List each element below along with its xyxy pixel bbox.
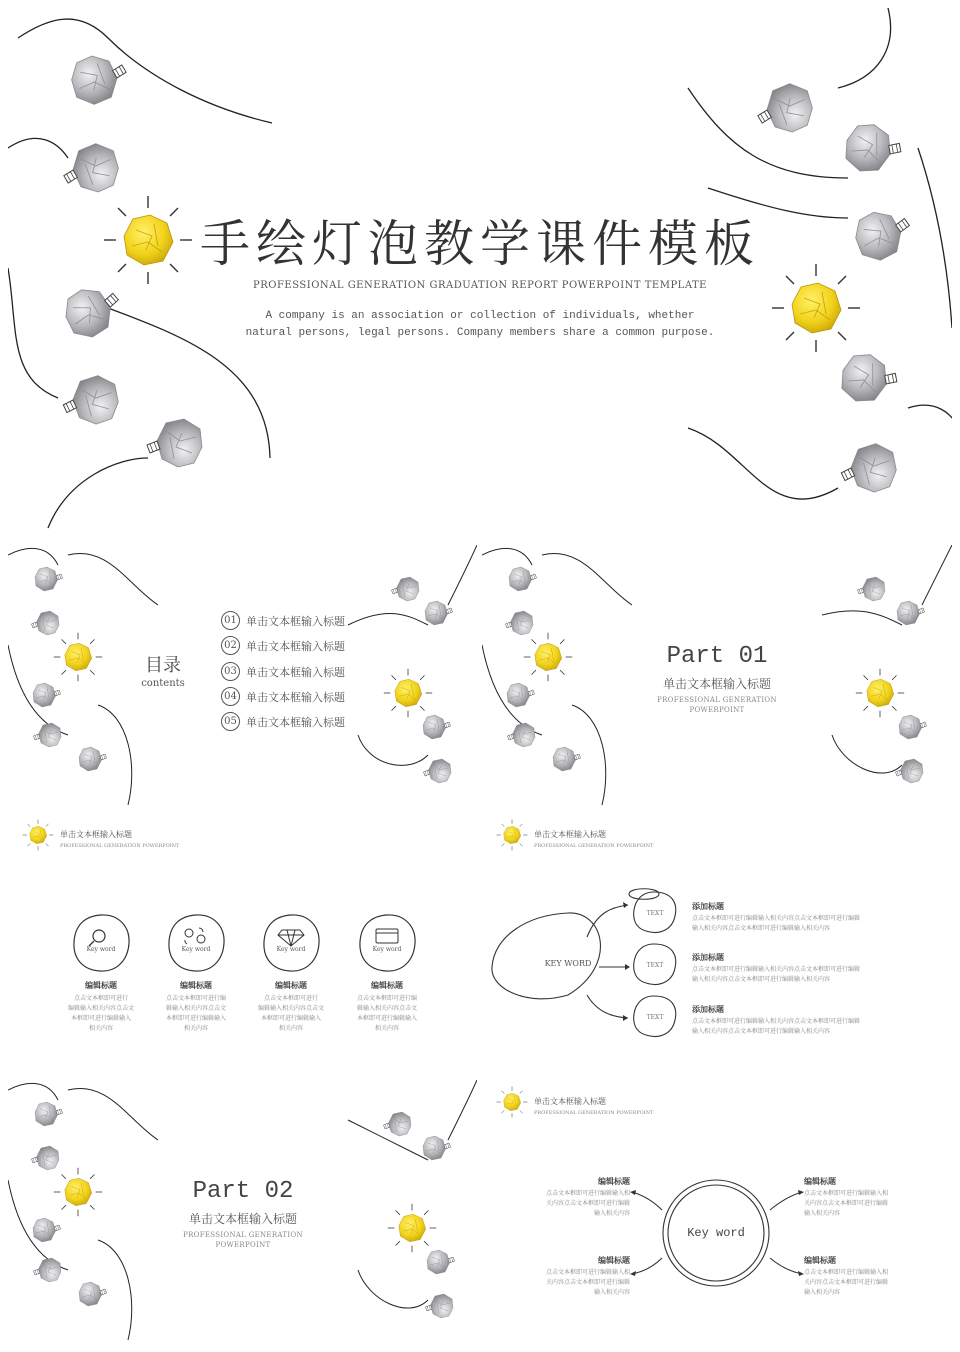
feature-head: 编辑标题 bbox=[180, 980, 212, 990]
toc-item[interactable] bbox=[221, 636, 345, 655]
feature-body-line: 辑输入相关内容点击文 bbox=[165, 1005, 226, 1012]
block-l2: 关内容点击文本框即可进行编辑 bbox=[545, 1279, 630, 1286]
keyword-slide bbox=[482, 1080, 952, 1344]
keyword-center: Key word bbox=[687, 1226, 745, 1240]
branch-line2: 输入相关内容点击文本框即可进行编辑输入相关内容 bbox=[692, 925, 831, 932]
feature-body-line: 点击文本框即可进行编 bbox=[165, 995, 226, 1002]
part1-title: 单击文本框输入标题 bbox=[662, 677, 771, 691]
feature-body-line: 编辑输入相关内容点击文 bbox=[67, 1005, 134, 1012]
branch-line1: 点击文本框即可进行编辑输入相关内容点击文本框即可进行编辑 bbox=[692, 1018, 861, 1025]
mindmap-branch-text bbox=[692, 901, 860, 934]
toc-number: 04 bbox=[221, 687, 240, 706]
block-l3: 输入相关内容 bbox=[593, 1210, 630, 1217]
branch-line1: 点击文本框即可进行编辑输入相关内容点击文本框即可进行编辑 bbox=[692, 915, 861, 922]
block-l1: 点击文本框即可进行编辑输入相 bbox=[545, 1190, 630, 1197]
header-sub: PROFESSIONAL GENERATION POWERPOINT bbox=[534, 843, 654, 849]
toc-label: 单击文本框输入标题 bbox=[246, 715, 345, 729]
icons-slide bbox=[8, 817, 477, 1060]
block-l2: 关内容点击文本框即可进行编辑 bbox=[804, 1279, 889, 1286]
feature-body-line: 相关内容 bbox=[278, 1025, 303, 1032]
branch-line2: 输入相关内容点击文本框即可进行编辑输入相关内容 bbox=[692, 1028, 831, 1035]
feature-body-line: 本框即可进行编辑输入 bbox=[70, 1015, 131, 1022]
mindmap-slide bbox=[482, 817, 952, 1060]
feature-caption bbox=[61, 980, 141, 1034]
header-title: 单击文本框输入标题 bbox=[534, 1097, 606, 1106]
cover-desc-line2: natural persons, legal persons. Company members share a common purpose. bbox=[245, 327, 715, 339]
block-l2: 关内容点击文本框即可进行编辑 bbox=[804, 1200, 889, 1207]
feature-head: 编辑标题 bbox=[275, 980, 307, 990]
feature-body-line: 点击文本框即可进行 bbox=[73, 995, 128, 1002]
part2-en-line2: POWERPOINT bbox=[215, 1241, 271, 1249]
feature-body-line: 本框即可进行编辑输入 bbox=[260, 1015, 321, 1022]
search-icon bbox=[70, 912, 132, 974]
part2-title: 单击文本框输入标题 bbox=[188, 1212, 297, 1226]
toc-item[interactable] bbox=[221, 687, 345, 706]
feature-head: 编辑标题 bbox=[371, 980, 403, 990]
diamond-icon bbox=[260, 912, 322, 974]
feature-body-line: 点击文本框即可进行编 bbox=[356, 995, 417, 1002]
feature-body-line: 相关内容 bbox=[183, 1025, 208, 1032]
toc-slide bbox=[8, 545, 477, 809]
keyword-block bbox=[510, 1176, 630, 1219]
mindmap-branch-text bbox=[692, 1004, 860, 1037]
cover-desc-line1: A company is an association or collection of individuals, whether bbox=[265, 310, 695, 322]
feature-item[interactable] bbox=[70, 912, 132, 978]
part1-en-line1: PROFESSIONAL GENERATION bbox=[657, 696, 777, 704]
feature-body-line: 相关内容 bbox=[88, 1025, 113, 1032]
cover-title: 手绘灯泡教学课件模板 bbox=[200, 215, 760, 273]
part2-en-line1: PROFESSIONAL GENERATION bbox=[183, 1231, 303, 1239]
feature-caption bbox=[251, 980, 331, 1034]
block-l2: 关内容点击文本框即可进行编辑 bbox=[545, 1200, 630, 1207]
branch-head: 添加标题 bbox=[692, 952, 724, 962]
mindmap-node: TEXT bbox=[646, 962, 664, 969]
mindmap-center: KEY WORD bbox=[544, 959, 592, 968]
part1-slide bbox=[482, 545, 952, 809]
toc-label: 单击文本框输入标题 bbox=[246, 639, 345, 653]
header-sub: PROFESSIONAL GENERATION POWERPOINT bbox=[534, 1110, 654, 1116]
part2-heading: Part 02 bbox=[192, 1178, 294, 1205]
block-l1: 点击文本框即可进行编辑输入相 bbox=[804, 1269, 889, 1276]
feature-item[interactable] bbox=[260, 912, 322, 978]
keyword-block bbox=[804, 1176, 924, 1219]
toc-label: 单击文本框输入标题 bbox=[246, 665, 345, 679]
block-head: 编辑标题 bbox=[804, 1255, 836, 1265]
cover-subtitle: PROFESSIONAL GENERATION GRADUATION REPORT POWERPOINT TEMPLATE bbox=[253, 280, 707, 291]
toc-item[interactable] bbox=[221, 662, 345, 681]
toc-number: 02 bbox=[221, 636, 240, 655]
feature-item[interactable] bbox=[356, 912, 418, 978]
block-l3: 输入相关内容 bbox=[804, 1289, 841, 1296]
block-head: 编辑标题 bbox=[804, 1176, 836, 1186]
cover-slide bbox=[8, 8, 952, 533]
feature-item[interactable] bbox=[165, 912, 227, 978]
toc-number: 01 bbox=[221, 611, 240, 630]
feature-body-line: 编辑输入相关内容点击文 bbox=[257, 1005, 324, 1012]
feature-head: 编辑标题 bbox=[85, 980, 117, 990]
block-head: 编辑标题 bbox=[598, 1176, 630, 1186]
feature-keyword: Key word bbox=[276, 946, 306, 953]
branch-head: 添加标题 bbox=[692, 901, 724, 911]
feature-caption bbox=[347, 980, 427, 1034]
feature-body-line: 相关内容 bbox=[374, 1025, 399, 1032]
mindmap-branch-text bbox=[692, 952, 860, 985]
toc-sub: contents bbox=[141, 678, 185, 689]
block-l3: 输入相关内容 bbox=[804, 1210, 841, 1217]
toc-heading: 目录 bbox=[145, 655, 181, 676]
feature-body-line: 辑输入相关内容点击文 bbox=[356, 1005, 417, 1012]
header-sub: PROFESSIONAL GENERATION POWERPOINT bbox=[60, 843, 180, 849]
keyword-block bbox=[510, 1255, 630, 1298]
feature-caption bbox=[156, 980, 236, 1034]
branch-line2: 输入相关内容点击文本框即可进行编辑输入相关内容 bbox=[692, 976, 831, 983]
block-l3: 输入相关内容 bbox=[593, 1289, 630, 1296]
block-l1: 点击文本框即可进行编辑输入相 bbox=[804, 1190, 889, 1197]
feature-body-line: 本框即可进行编辑输入 bbox=[165, 1015, 226, 1022]
part1-heading: Part 01 bbox=[666, 643, 768, 670]
header-title: 单击文本框输入标题 bbox=[534, 830, 606, 839]
branch-line1: 点击文本框即可进行编辑输入相关内容点击文本框即可进行编辑 bbox=[692, 966, 861, 973]
refresh-icon bbox=[165, 912, 227, 974]
part1-en-line2: POWERPOINT bbox=[689, 706, 745, 714]
feature-body-line: 点击文本框即可进行 bbox=[263, 995, 318, 1002]
header-title: 单击文本框输入标题 bbox=[60, 830, 132, 839]
feature-keyword: Key word bbox=[372, 946, 402, 953]
block-head: 编辑标题 bbox=[598, 1255, 630, 1265]
part2-slide bbox=[8, 1080, 477, 1344]
mindmap-node: TEXT bbox=[646, 1014, 664, 1021]
mindmap-node: TEXT bbox=[646, 910, 664, 917]
toc-label: 单击文本框输入标题 bbox=[246, 614, 345, 628]
toc-label: 单击文本框输入标题 bbox=[246, 690, 345, 704]
toc-item[interactable] bbox=[221, 611, 345, 630]
feature-body-line: 本框即可进行编辑输入 bbox=[356, 1015, 417, 1022]
toc-number: 03 bbox=[221, 662, 240, 681]
toc-item[interactable] bbox=[221, 712, 345, 731]
toc-number: 05 bbox=[221, 712, 240, 731]
branch-head: 添加标题 bbox=[692, 1004, 724, 1014]
keyword-block bbox=[804, 1255, 924, 1298]
feature-keyword: Key word bbox=[86, 946, 116, 953]
card-icon bbox=[356, 912, 418, 974]
block-l1: 点击文本框即可进行编辑输入相 bbox=[545, 1269, 630, 1276]
feature-keyword: Key word bbox=[181, 946, 211, 953]
